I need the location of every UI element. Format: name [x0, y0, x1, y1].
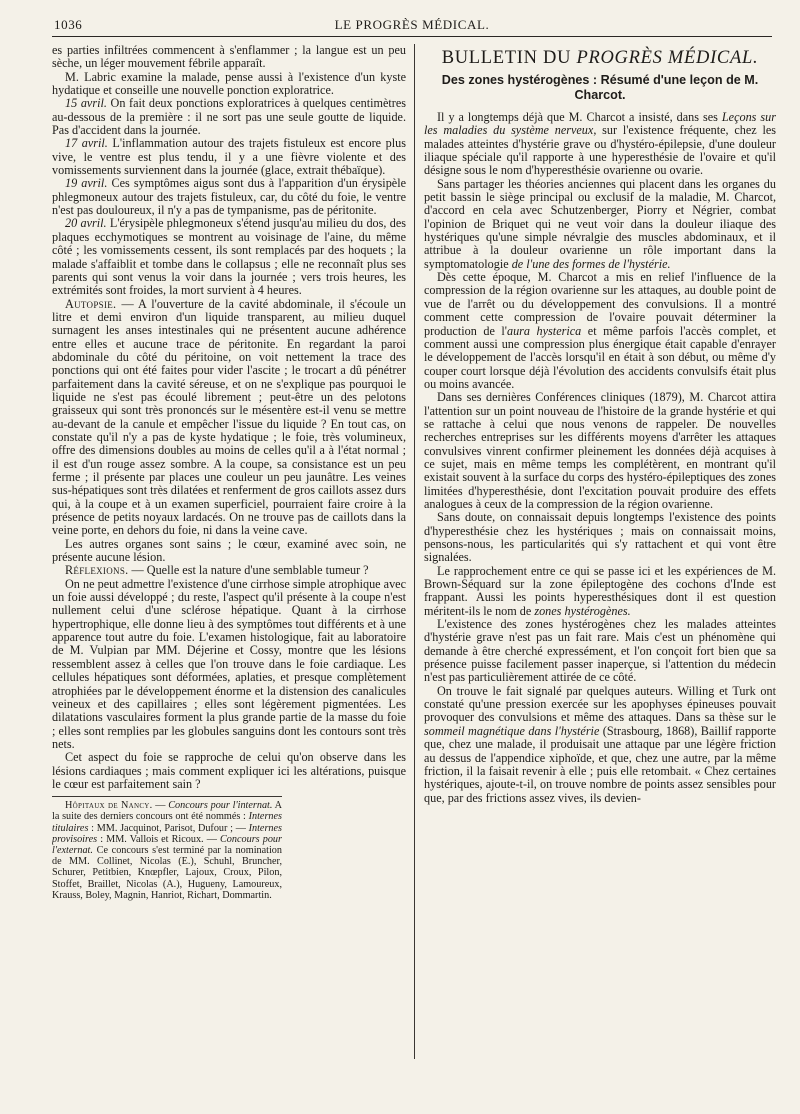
paragraph-text: L'inflammation autour des trajets fistuleux est encore plus vive, le ventre est plus tendu, il y a une fièvre violente et des vomissements surviennent dans la journée (glace, extrait thébaïque).	[52, 136, 406, 178]
article-paragraph	[424, 565, 776, 618]
left-paragraph	[52, 177, 406, 217]
left-paragraph	[52, 538, 406, 565]
notice-heading-titulaires: Internes titulaires	[52, 811, 282, 834]
paragraph-text: — Quelle est la nature d'une semblable tumeur ?	[128, 563, 369, 578]
notice-heading-internat: Concours pour l'internat.	[168, 800, 273, 812]
notice-label: Hôpitaux de Nancy.	[65, 800, 153, 812]
left-paragraph	[52, 578, 406, 751]
paragraph-text: et même parfois l'accès complet, et comment aussi une compression plus énergique était capable d'enrayer le développement de l'accès lorsqu'il en était à son début, ou même d'y couper court lorsque déjà l'évolution des accidents convulsifs était plus ou moins avancée.	[424, 323, 776, 391]
paragraph-text: Le rapprochement entre ce qui se passe ici et les expériences de M. Brown-Séquard sur la zone épileptogène des cochons d'Inde est frappant. Aussi les points hyperesthésiques dont il est question méritent-ils le nom de	[424, 563, 776, 618]
left-paragraph	[52, 44, 406, 71]
paragraph-label: 15 avril.	[65, 96, 107, 111]
article-paragraph	[424, 511, 776, 564]
notice-text-part: Ce concours s'est terminé par la nomination de MM. Collinet, Nicolas (E.), Schuhl, Bruncher, Schurer, Petitbien, Knœpfler, Lajoux, Croux, Pilon, Stoffet, Braillet, Nicolas (A.), Hugueny, Lamoureux, Krauss, Boley, Magnin, Hanriot, Richart, Dommartin.	[52, 845, 282, 901]
journal-title: LE PROGRÈS MÉDICAL.	[334, 17, 490, 32]
notice-heading-externat: Concours pour l'externat.	[52, 833, 282, 857]
left-paragraph	[52, 298, 406, 538]
bulletin-title-italic: PROGRÈS MÉDICAL.	[576, 48, 759, 68]
paragraph-text: es parties infiltrées commencent à s'enflammer ; la langue est un peu sèche, un léger mouvement fébrile apparaît.	[52, 44, 406, 71]
italic-text: zones hystérogènes.	[534, 603, 631, 618]
bulletin-title-plain: BULLETIN DU	[441, 48, 577, 68]
paragraph-text: , sur l'existence fréquente, chez les malades atteintes d'hystérie grave ou d'hystéro-épilepsie, d'une douleur iliaque spéciale qu'il rapporte à une hyperesthésie de l'ovaire et qu'il désigne sous le nom d'hyperesthésie ovarienne ou ovarie.	[424, 123, 776, 178]
paragraph-text: Cet aspect du foie se rapproche de celui qu'on observe dans les lésions cardiaques ; mais comment expliquer ici les altérations, puisque le cœur est parfaitement sain ?	[52, 750, 406, 791]
italic-text: sommeil magnétique dans l'hystérie	[424, 723, 600, 738]
italic-text: de l'une des formes de l'hystérie.	[511, 256, 671, 271]
case-report-text	[52, 44, 406, 791]
paragraph-text: Il y a longtemps déjà que M. Charcot a insisté, dans ses	[437, 110, 722, 124]
paragraph-text: On fait deux ponctions exploratrices à quelques centimètres au-dessous de la première : il ne sort pas une seule goutte de liquide. Pas d'accident dans la journée.	[52, 96, 406, 138]
notice-text-part: —	[152, 800, 169, 812]
left-paragraph	[52, 564, 406, 577]
paragraph-text: Dès cette époque, M. Charcot a mis en relief l'influence de la compression de la région ovarienne sur les attaques, au double point de vue de l'arrêt ou du développement des convulsions. Il a montré comment cette compression de l'ovaire pouvait déterminer la production de l'	[424, 270, 776, 338]
paragraph-text: On ne peut admettre l'existence d'une cirrhose simple atrophique avec un foie aussi développé ; du reste, l'aspect qu'il présente à la coupe n'est nullement celui d'une sclérose hépatique. Quant à la cirrhose hypertrophique, elle donne lieu à des symptômes tout différents et à une apparence tout autre du foie. L'examen histologique, fait au laboratoire de M. Vulpian par MM. Déjerine et Cossy, montre que les lésions ressemblent assez à celles que l'on trouve dans le foie cardiaque. Les cellules hépatiques sont déformées, aplaties, et presque complètement atrophiées par le développement énorme et la distension des canalicules veineux et des capillaires ; elles sont légèrement pigmentées. Les dilatations vasculaires forment la plus grande partie de la masse du foie ; elles sont remplies par les globules sanguins dont les contours sont très nets.	[52, 576, 406, 751]
column-divider	[414, 44, 415, 1059]
paragraph-text: Sans doute, on connaissait depuis longtemps l'existence des points d'hyperesthésie chez les hystériques ; mais on connaissait moins, pensons-nous, les particularités qui s'y rattachent et qui vont être signalées.	[424, 510, 776, 565]
paragraph-text: L'érysipèle phlegmoneux s'étend jusqu'au milieu du dos, des plaques ecchymotiques se montrent au voisinage de l'aine, du même côté ; les vomissements cessent, ils sont remplacés par des hoquets ; la malade s'affaiblit et tombe dans le collapsus ; elle ne reconnaît plus ses parents qui sont venus la voir dans la journée ; vers trois heures, les extrémités sont froides, la mort survient à 4 heures.	[52, 216, 406, 298]
paragraph-text: L'existence des zones hystérogènes chez les malades atteintes d'hystérie grave n'est pas un fait rare. Mais c'est un phénomène qui demande à être cherché expressément, et l'on conçoit fort bien que sa présence puisse facilement passer inaperçue, si l'attention du médecin n'est pas particulièrement attirée de ce côté.	[424, 617, 776, 685]
left-paragraph	[52, 71, 406, 98]
paragraph-text: Sans partager les théories anciennes qui placent dans les organes du petit bassin le siège principal ou exclusif de la maladie, M. Charcot, d'accord en cela avec Schutzenberger, Piorry et Négrier, combat l'opinion de Briquet qui ne veut voir dans la douleur iliaque des hystériques qu'une simple névralgie des muscles abdominaux, et il attribue à la douleur ovarienne un rôle important dans la symptomatologie	[424, 176, 776, 271]
article-text	[424, 111, 776, 805]
paragraph-label: 17 avril.	[65, 136, 108, 151]
left-paragraph	[52, 137, 406, 177]
article-paragraph	[424, 271, 776, 391]
paragraph-text: On trouve le fait signalé par quelques auteurs. Willing et Turk ont constaté qu'une pression exercée sur les apophyses épineuses pouvait provoquer des convulsions et même des attaques. Dans sa thèse sur le	[424, 683, 776, 725]
paragraph-text: Ces symptômes aigus sont dus à l'apparition d'un érysipèle phlegmoneux autour des trajets fistuleux, car, du côté du foie, le ventre n'est pas douloureux, il n'y a pas de tympanisme, pas de péritonite.	[52, 176, 406, 218]
notice-heading-provisoires: Internes provisoires	[52, 822, 282, 845]
paragraph-text: Les autres organes sont sains ; le cœur, examiné avec soin, ne présente aucune lésion.	[52, 536, 406, 565]
page-number: 1036	[54, 17, 83, 32]
notice-paragraph	[52, 800, 282, 901]
article-paragraph	[424, 178, 776, 271]
article-subtitle: Des zones hystérogènes : Résumé d'une leçon de M. Charcot.	[441, 73, 759, 102]
paragraph-label: 19 avril.	[65, 176, 108, 191]
news-notice	[52, 796, 282, 901]
italic-text: aura hysterica	[506, 323, 582, 338]
italic-text: Leçons sur les maladies du système nerveux	[424, 110, 776, 138]
paragraph-label: 20 avril.	[65, 216, 107, 231]
page-header	[52, 14, 772, 37]
notice-text-part: : MM. Vallois et Ricoux. —	[97, 833, 221, 845]
paragraph-label: Autopsie.	[65, 296, 117, 311]
left-paragraph	[52, 751, 406, 791]
paragraph-text: — A l'ouverture de la cavité abdominale, il s'écoule un litre et demi environ d'un liquide transparent, au milieu duquel surnagent les anses intestinales qui ne présentent aucune adhérence entre elles et aucune trace de péritonite. En regardant la paroi abdominale du côté du péritoine, on voit nettement la trace des ponctions qui ont été faites pour vider l'ascite ; le trocart a dû pénétrer parfaitement dans la cavité séreuse, et on ne s'explique pas pourquoi le liquide ne s'est pas écoulé librement ; peut-être un des pelotons graisseux qui sont très prononcés sur le mésentère est-il venu se mettre au-devant de la canule et empêcher l'issue du liquide ? En tout cas, on constate qu'il n'y a pas de kyste hydatique ; le foie, très volumineux, offre des dimensions doubles au moins de celles qu'il a à l'état normal ; il est d'un rouge assez sombre. A la coupe, sa consistance est un peu ferme ; il présente par places une couleur un peu jaunâtre. Les veines sus-hépatiques sont très dilatées et renferment de gros caillots assez durs qui, à la coupe et à un examen superficiel, pourraient faire croire à la présence de petits noyaux lardacés. On ne trouve pas de caillots dans la veine porte, en dehors du foie, ni dans la veine cave.	[52, 296, 406, 538]
left-paragraph	[52, 97, 406, 137]
paragraph-text: Dans ses dernières Conférences cliniques (1879), M. Charcot attira l'attention sur un point nouveau de l'histoire de la grande hystérie et qui se rattache à celui que nous venons de rappeler. De nouvelles recherches entreprises sur les différents moyens d'arrêter les attaques convulsives vinrent confirmer pleinement les données déjà acquises à ce sujet, mais en même temps les complétèrent, en montrant qu'il existait souvent à la surface du corps des hystéro-épileptiques des zones limitées d'hyperesthésie, dont l'excitation pouvait produire des effets analogues à ceux de la compression de la région ovarienne.	[424, 390, 776, 511]
article-paragraph	[424, 111, 776, 178]
bulletin-title	[424, 48, 776, 69]
paragraph-label: Réflexions.	[65, 563, 129, 578]
left-paragraph	[52, 217, 406, 297]
paragraph-text: (Strasbourg, 1868), Baillif rapporte que, chez une malade, il produisait une attaque par une légère friction au dessus de l'appendice xiphoïde, et que, chez une autre, par la même friction, il la faisait revenir à elle ; puis elle retombait. « Chez certaines hystériques, ajoute-t-il, on trouve nombre de points assez sensibles pour que, par des frictions assez vives, ils devien-	[424, 723, 776, 805]
article-paragraph	[424, 391, 776, 511]
notice-text-part: A la suite des derniers concours ont été nommés :	[52, 800, 283, 823]
article-paragraph	[424, 618, 776, 685]
notice-text-part: : MM. Jacquinot, Parisot, Dufour ; —	[88, 822, 249, 834]
left-column	[52, 44, 406, 1064]
right-column	[424, 46, 776, 1066]
article-paragraph	[424, 685, 776, 805]
paragraph-text: M. Labric examine la malade, pense aussi à l'existence d'un kyste hydatique et conseille une nouvelle ponction exploratrice.	[52, 69, 406, 98]
